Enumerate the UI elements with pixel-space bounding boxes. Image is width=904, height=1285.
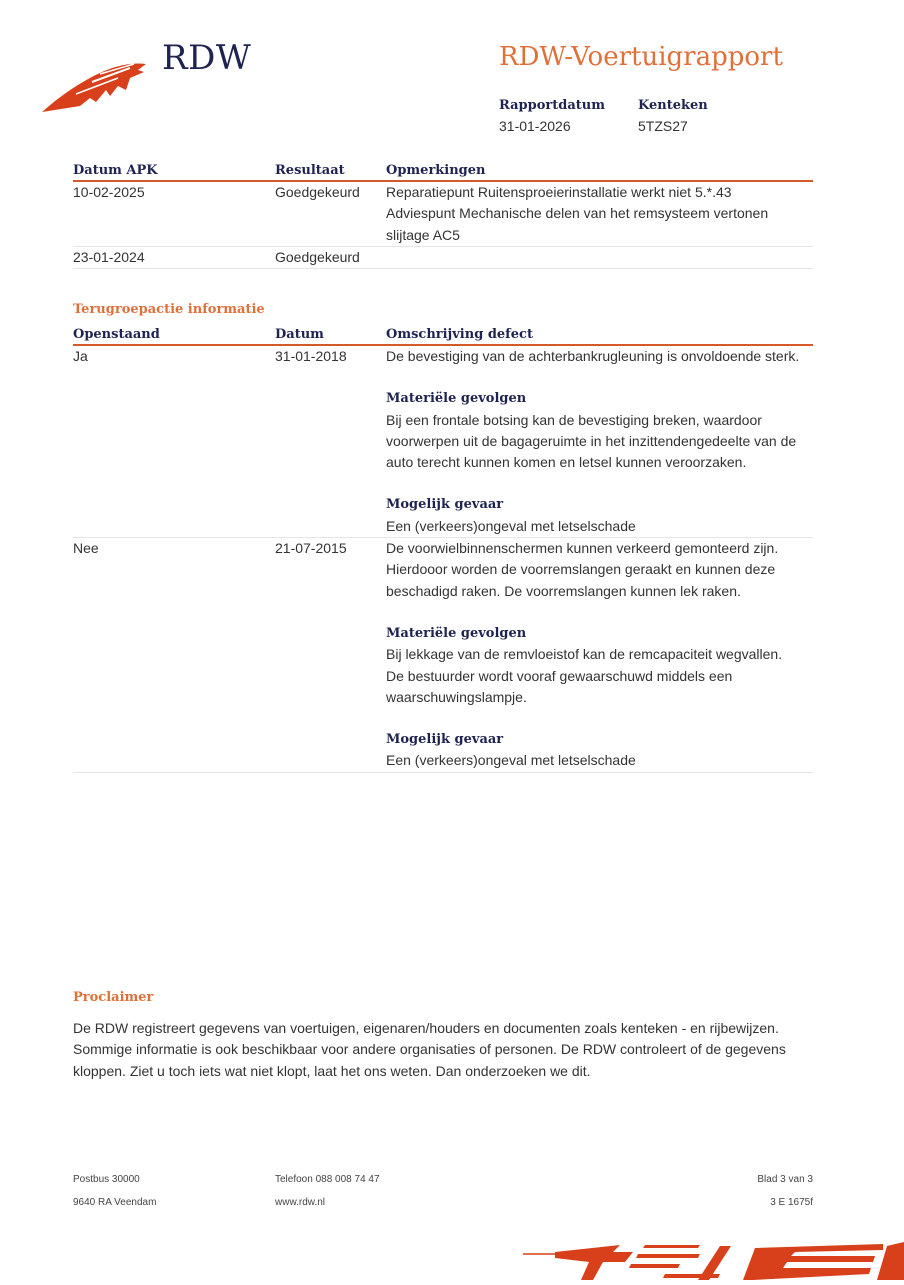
recall-open: Nee [73, 540, 99, 557]
proclaimer-text: De RDW registreert gegevens van voertuigen, eigenaren/houders en documenten zoals kenteken - en rijbewijzen. Sommige informatie is ook beschikbaar voor andere organisaties of personen. De RDW controleert of de gegevens kloppen. Ziet u toch iets wat niet klopt, laat het ons weten. Dan onderzoeken we dit. [73, 1020, 786, 1079]
footer-phone: Telefoon 088 008 74 47 [275, 1174, 380, 1185]
material-consequences-text: Bij lekkage van de remvloeistof kan de remcapaciteit wegvallen. De bestuurder wordt vooraf gewaarschuwd middels een waarschuwingslampje. [386, 646, 783, 705]
license-plate-label: Kenteken [638, 98, 708, 113]
column-header-remarks: Opmerkingen [386, 163, 486, 178]
apk-remarks [386, 247, 813, 268]
defect-text: De voorwielbinnenschermen kunnen verkeerd gemonteerd zijn. Hierdooor worden de voorremslangen geraakt en kunnen deze beschadigd raken. De voorremslangen kunnen lek raken. [386, 540, 779, 599]
apk-remark: Reparatiepunt Ruitensproeierinstallatie werkt niet 5.*.43 [386, 184, 732, 200]
license-plate-value: 5TZS27 [638, 118, 688, 134]
material-consequences-label: Materiële gevolgen [386, 391, 527, 407]
table-row [73, 182, 813, 247]
column-header-defect: Omschrijving defect [386, 327, 533, 342]
table-row [73, 346, 813, 538]
possible-danger-text: Een (verkeers)ongeval met letselschade [386, 517, 636, 534]
possible-danger-text: Een (verkeers)ongeval met letselschade [386, 752, 636, 769]
column-header-date: Datum APK [73, 163, 158, 178]
apk-table-header [73, 158, 813, 182]
column-header-result: Resultaat [275, 163, 345, 178]
column-header-open: Openstaand [73, 327, 160, 342]
apk-result: Goedgekeurd [275, 184, 360, 200]
apk-result: Goedgekeurd [275, 248, 360, 265]
apk-table [73, 158, 813, 269]
apk-date: 23-01-2024 [73, 248, 145, 265]
recall-section-title: Terugroepactie informatie [73, 302, 265, 317]
recall-date: 21-07-2015 [275, 540, 347, 557]
footer-code: 3 E 1675f [770, 1197, 813, 1208]
possible-danger-label: Mogelijk gevaar [386, 497, 504, 513]
report-date-value: 31-01-2026 [499, 118, 571, 134]
recall-description [386, 346, 813, 537]
rdw-feather-logo-icon [40, 56, 150, 116]
report-date-label: Rapportdatum [499, 98, 605, 113]
material-consequences-text: Bij een frontale botsing kan de bevestiging breken, waardoor voorwerpen uit de bagageruimte in het inzittendengedeelte van de auto terecht kunnen komen en letsel kunnen veroorzaken. [386, 411, 797, 471]
apk-date: 10-02-2025 [73, 184, 145, 200]
proclaimer-title: Proclaimer [73, 990, 154, 1005]
defect-text: De bevestiging van de achterbankrugleuning is onvoldoende sterk. [386, 348, 800, 364]
report-date [499, 98, 605, 134]
footer-address-line2: 9640 RA Veendam [73, 1197, 157, 1208]
logo-text: RDW [162, 38, 252, 78]
possible-danger-label: Mogelijk gevaar [386, 732, 504, 748]
rdw-logo [40, 38, 260, 118]
footer-page-number: Blad 3 van 3 [757, 1174, 813, 1185]
recall-table-header [73, 322, 813, 346]
recall-date: 31-01-2018 [275, 348, 347, 364]
table-row [73, 247, 813, 269]
recall-table [73, 322, 813, 773]
material-consequences-label: Materiële gevolgen [386, 625, 527, 641]
license-plate [638, 98, 708, 134]
report-title: RDW-Voertuigrapport [499, 42, 783, 72]
apk-remark: Adviespunt Mechanische delen van het remsysteem vertonen slijtage AC5 [386, 205, 769, 243]
footer-address-line1: Postbus 30000 [73, 1174, 140, 1185]
apk-remarks [386, 182, 813, 246]
recall-open: Ja [73, 348, 88, 364]
recall-description [386, 538, 813, 772]
rdw-stripes-decoration-icon [515, 1240, 904, 1285]
table-row [73, 538, 813, 773]
footer-website[interactable]: www.rdw.nl [275, 1197, 326, 1208]
column-header-date: Datum [275, 327, 324, 342]
